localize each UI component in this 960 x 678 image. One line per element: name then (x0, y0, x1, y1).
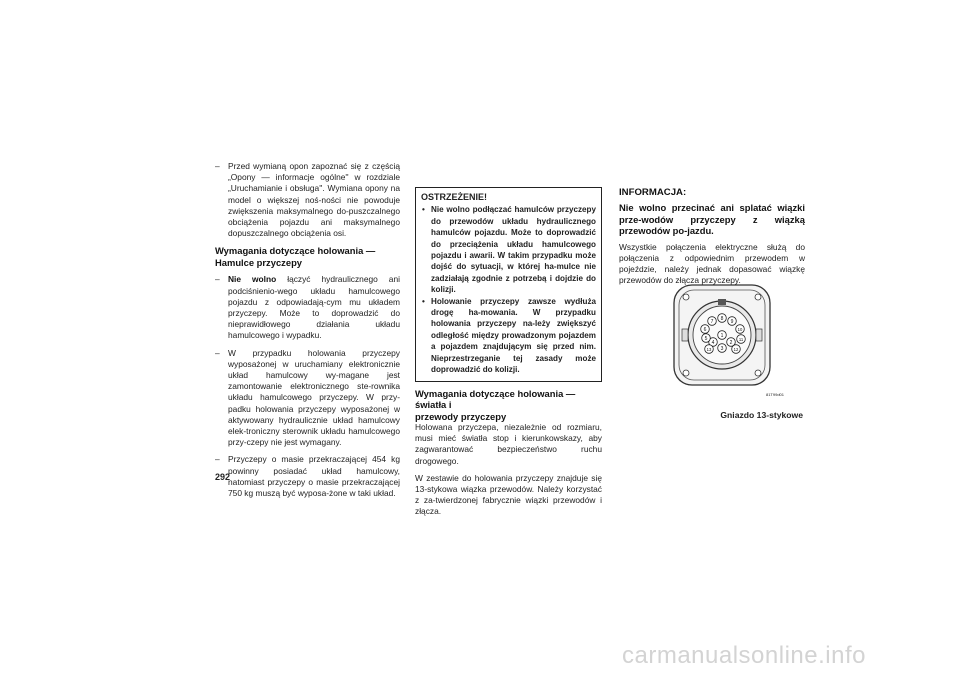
socket-13-pin-illustration (664, 281, 784, 393)
column-middle (415, 187, 602, 524)
socket-pin-label: 6 (703, 326, 707, 333)
list-item (215, 348, 400, 449)
socket-pin-label: 2 (729, 339, 733, 346)
heading-line-2: Hamulce przyczepy (215, 256, 303, 268)
watermark: carmanualsonline.info (622, 642, 866, 669)
info-title: INFORMACJA: (619, 187, 687, 198)
socket-pin-label: 13 (706, 346, 712, 352)
item-text: Przyczepy o masie przekraczającej 454 kg powinny posiadać układ hamulcowy, natomiast przyczepy o masie przekraczającej 750 kg muszą być wyposa-żone w taki układ. (228, 454, 400, 499)
section-heading-brakes (215, 245, 400, 268)
warning-bullet (421, 296, 596, 376)
list-item (215, 454, 400, 499)
dash-marker: – (215, 274, 220, 285)
column-right (619, 187, 805, 293)
socket-pin-label: 8 (720, 315, 724, 322)
socket-pin-label: 1 (720, 332, 724, 339)
paragraph: Wszystkie połączenia elektryczne służą do połączenia z odpowiednim przewodem w pojeździe, należy jednak dopasować wiązkę przewodów do złącza przyczepy. (619, 241, 805, 286)
socket-pin-label: 10 (737, 326, 743, 332)
heading-line-1: Wymagania dotyczące holowania — światła i (415, 387, 576, 410)
figure-caption: Gniazdo 13-stykowe (720, 410, 803, 420)
socket-pin-label: 12 (733, 346, 739, 352)
figure-code: 81T99d01 (765, 392, 784, 397)
section-heading-lights (415, 388, 602, 423)
socket-figure (664, 281, 784, 397)
list-item (215, 274, 400, 341)
heading-line-2: przewody przyczepy (415, 410, 507, 422)
warning-box (415, 187, 602, 382)
paragraph: Holowana przyczepa, niezależnie od rozmiaru, musi mieć światła stop i kierunkowskazy, aby zagwarantować bezpieczeństwo ruchu drogowego. (415, 422, 602, 466)
emphasis-text: Nie wolno (228, 274, 277, 285)
warning-bullet (421, 204, 596, 295)
intro-dash-item (215, 161, 400, 239)
dash-marker: – (215, 347, 220, 358)
paragraph: W zestawie do holowania przyczepy znajduje się 13-stykowa wiązka przewodów. Należy korzystać z za-twierdzonej fabrycznie wiązki przewodów i złącza. (415, 472, 602, 517)
socket-pin-label: 7 (710, 318, 714, 325)
bullet-text: Holowanie przyczepy zawsze wydłuża drogę ha-mowania. W przypadku holowania przyczepy na-leży zwiększyć odległość między prowadzonym pojazdem a pojazdem znajdującym się przed nim. Nieprzestrzeganie tej zasady może doprowadzić do kolizji. (431, 296, 596, 375)
item-text: łączyć hydraulicznego ani podciśnienio-wego układu hamulcowego pojazdu z odpowiadają-cym mu układem przyczepy. Może to doprowadzić do nieprawidłowego działania układu hamulcowego i wypadku. (228, 274, 400, 341)
bullet-marker: • (422, 296, 425, 306)
dash-marker: – (215, 454, 220, 465)
page-number: 292 (215, 472, 231, 482)
socket-pin-label: 11 (738, 336, 744, 342)
warning-title: OSTRZEŻENIE! (421, 192, 488, 202)
socket-pin-label: 3 (720, 345, 724, 352)
socket-pin-label: 4 (711, 339, 715, 346)
heading-line-1: Wymagania dotyczące holowania — (215, 245, 376, 257)
bullet-marker: • (422, 205, 425, 215)
item-text: W przypadku holowania przyczepy wyposażonej w uruchamiany elektronicznie układ hamulcowy wy-magane jest zamontowanie elektronicznego ste-rownika układu hamulcowego przyczepy. W przy-padku holowania przyczepy wyposażonej w aktywowany hydraulicznie układ hamulcowy elek-troniczny sterownik układu hamulcowego przy-czepy nie jest wymagany. (228, 347, 400, 448)
intro-text: Przed wymianą opon zapoznać się z częścią „Opony — informacje ogólne'' w rozdziale „Uruchamianie i obsługa''. Wymiana opony na model o większej noś-ności nie powoduje zwiększenia maksymalnego do-puszczalnego obciążenia pojazdu ani maksymalnego dopuszczalnego obciążenia osi. (228, 161, 400, 239)
column-left (215, 161, 400, 505)
socket-pin-label: 5 (704, 335, 708, 342)
bullet-text: Nie wolno podłączać hamulców przyczepy do przewodów układu hydraulicznego hamulców pojazdu. Może to doprowadzić do przeciążenia układu hamulcowego pojazdu i awarii. W takim przypadku może dojść do sytuacji, w której ha-mulce nie zadziałają zgodnie z potrzebą i dojdzie do kolizji. (431, 205, 596, 295)
socket-pin-label: 9 (730, 318, 734, 325)
dash-marker: – (215, 161, 220, 171)
info-warning-text: Nie wolno przecinać ani splatać wiązki prze-wodów przyczepy z wiązką przewodów po-jazdu. (619, 202, 805, 237)
